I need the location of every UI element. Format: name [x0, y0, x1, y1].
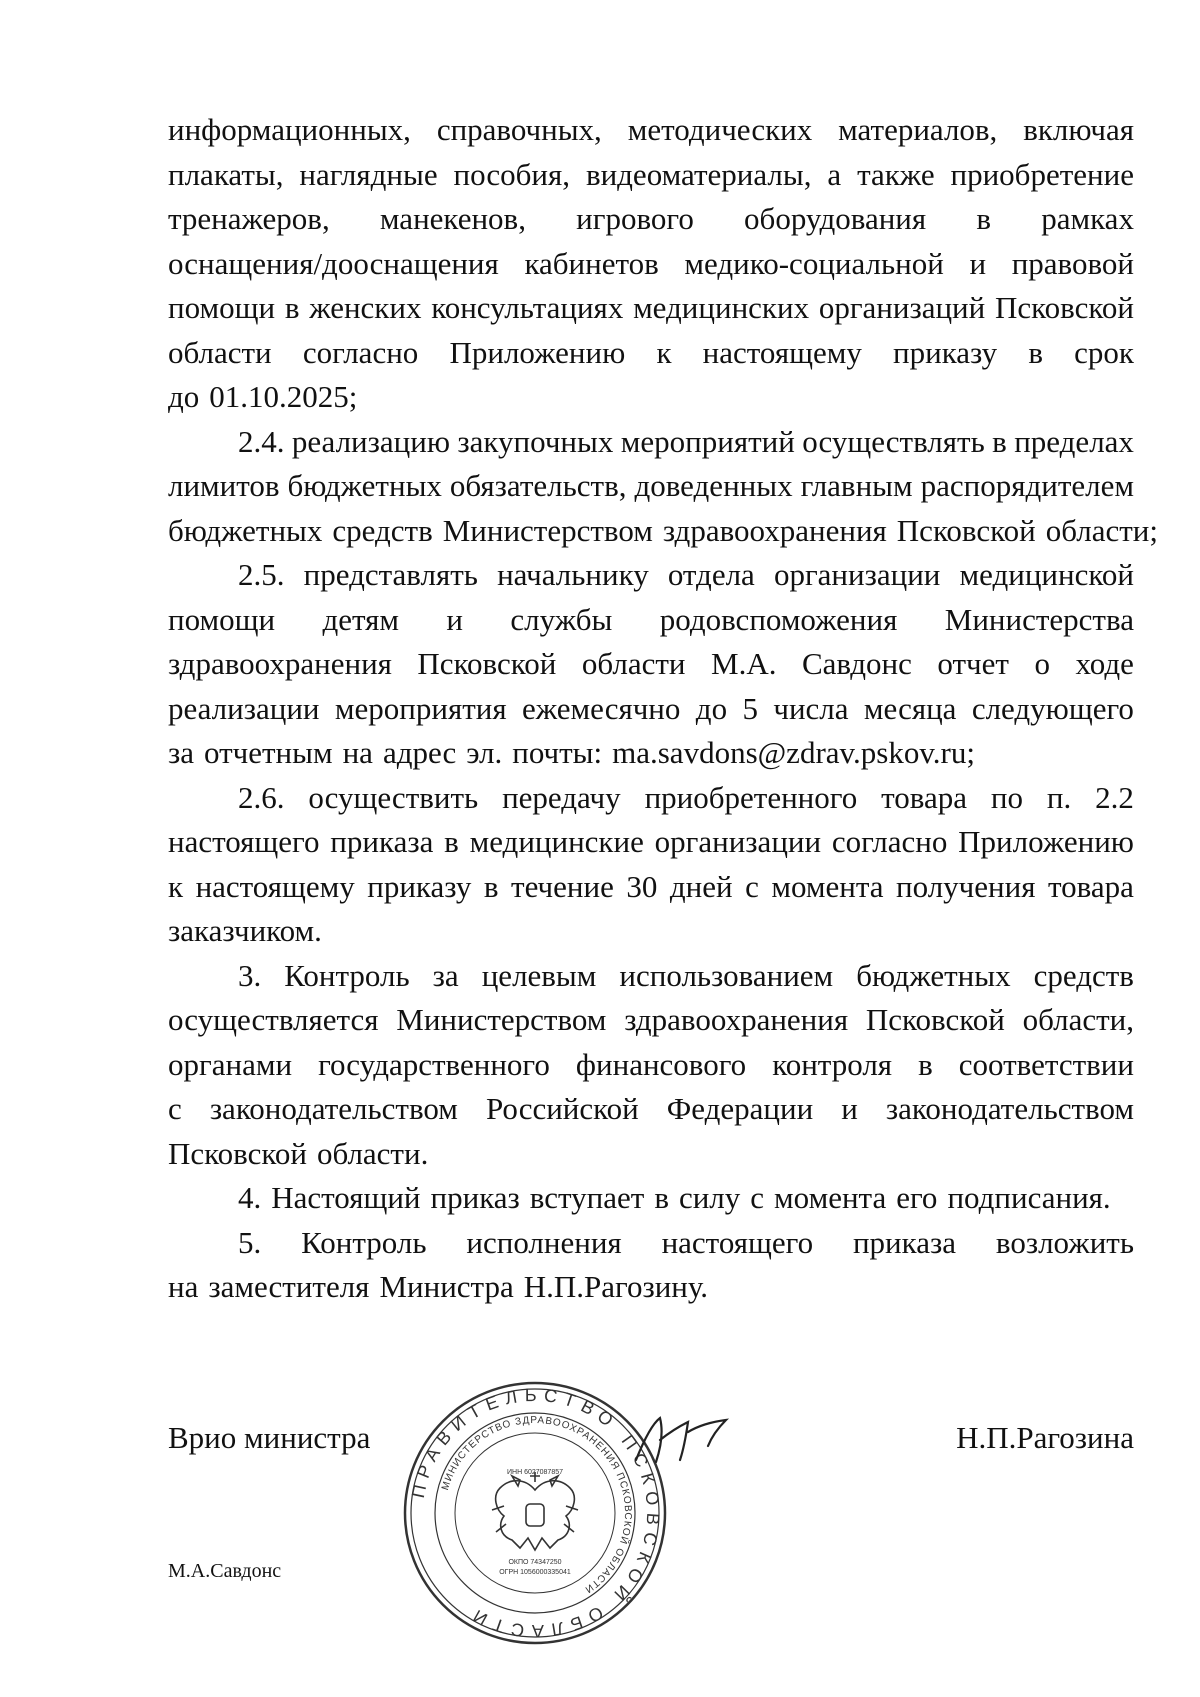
word: здравоохранения [624, 1002, 849, 1037]
word: мероприятий [620, 423, 795, 459]
word: силу [678, 1180, 741, 1215]
word: законодательством [209, 1091, 458, 1126]
order-body-text [168, 108, 1158, 1310]
word: 5 [742, 690, 758, 726]
word: помощи [168, 601, 276, 637]
text-line [168, 687, 1134, 732]
word: видеоматериалы, [585, 156, 812, 192]
word: кабинетов [524, 245, 659, 281]
word: 2.5. [238, 557, 285, 592]
word: оборудования [744, 201, 927, 236]
word: в [483, 868, 499, 904]
word: настоящему [702, 334, 862, 370]
word: в [654, 1180, 669, 1215]
word: Российской [485, 1091, 639, 1126]
text-line [168, 553, 1134, 598]
word: материалов, [838, 112, 998, 147]
word: и [446, 601, 463, 637]
word: возложить [995, 1224, 1134, 1260]
word: пределах [1014, 423, 1134, 459]
word: Псковской [994, 290, 1134, 325]
text-line [168, 909, 1134, 954]
word: 01.10.2025; [209, 379, 358, 414]
word: области [168, 334, 272, 370]
text-line [168, 1132, 1134, 1177]
word: плакаты, [168, 156, 284, 192]
text-line [168, 197, 1134, 242]
word: осуществить [308, 779, 479, 815]
word: главным [800, 468, 913, 503]
word: органами [168, 1046, 293, 1082]
word: реализацию [291, 423, 450, 459]
text-line [168, 286, 1134, 331]
word: области; [1045, 512, 1158, 548]
word: Министерством [442, 512, 653, 548]
word: мероприятия [334, 690, 507, 726]
word: заместителя [208, 1269, 370, 1304]
word: наглядные [299, 156, 438, 192]
word: на [168, 1269, 199, 1304]
word: Псковской [168, 1135, 307, 1171]
word: по [990, 779, 1023, 815]
word: Псковской [896, 512, 1036, 548]
word: отчет [937, 646, 1009, 681]
word: средств [332, 512, 433, 548]
word: в [444, 824, 459, 859]
executor-name: М.А.Савдонс [168, 1560, 282, 1582]
word: и [841, 1091, 858, 1126]
word: использованием [619, 957, 834, 993]
text-line [168, 598, 1134, 643]
word: к [168, 868, 184, 904]
word: в [976, 201, 992, 236]
seal-inner-text: МИНИСТЕРСТВО ЗДРАВООХРАНЕНИЯ ПСКОВСКОЙ ОБЛАСТИ [440, 1414, 634, 1596]
word: с [750, 1180, 765, 1215]
word: приобретение [950, 156, 1134, 192]
word: манекенов, [379, 201, 526, 236]
word: контроля [772, 1046, 893, 1082]
word: 30 [626, 868, 658, 904]
text-line [168, 242, 1134, 287]
word: приказа [852, 1224, 957, 1260]
word: женских [309, 290, 422, 325]
word: настоящего [661, 1224, 814, 1260]
seal-outer-text: ПРАВИТЕЛЬСТВО ПСКОВСКОЙ ОБЛАСТИ [407, 1384, 664, 1642]
seal-inn: ИНН 6027087857 [506, 1469, 564, 1476]
word: Псковской [865, 1002, 1005, 1037]
word: медицинской [959, 557, 1134, 592]
word: следующего [971, 690, 1134, 726]
word: его [896, 1180, 938, 1215]
word: ma.savdons@zdrav.pskov.ru; [612, 735, 975, 770]
word: в [992, 423, 1007, 459]
word: за [168, 735, 195, 770]
text-line [168, 998, 1134, 1043]
word: организации [773, 557, 941, 592]
word: целевым [481, 957, 597, 993]
word: согласно [831, 824, 948, 859]
word: Федерации [666, 1091, 814, 1126]
coat-of-arms-emblem [492, 1472, 578, 1550]
word: представлять [303, 557, 478, 592]
word: отдела [667, 557, 755, 592]
word: здравоохранения [168, 646, 392, 681]
word: области, [1022, 1002, 1134, 1037]
word: государственного [318, 1046, 550, 1082]
text-line [168, 420, 1134, 465]
word: консультациях [431, 290, 624, 325]
word: в [1028, 334, 1043, 370]
text-line [168, 464, 1134, 509]
word: до [695, 690, 728, 726]
word: включая [1023, 112, 1134, 147]
text-line [168, 108, 1134, 153]
word: детям [322, 601, 400, 637]
word: организаций [818, 290, 986, 325]
text-line [168, 1221, 1134, 1266]
word: за [432, 957, 459, 993]
word: Контроль [284, 957, 410, 993]
word: службы [510, 601, 613, 637]
word: справочных, [436, 112, 602, 147]
word: момента [771, 868, 884, 904]
seal-ogrn: ОГРН 1056000335041 [499, 1569, 571, 1576]
word: приобретенного [644, 779, 858, 815]
word: закупочных [457, 423, 614, 459]
word: здравоохранения [662, 512, 887, 548]
word: игрового [576, 201, 694, 236]
word: в [918, 1046, 933, 1082]
word: вступает [529, 1180, 645, 1215]
word: законодательством [885, 1091, 1134, 1126]
word: на [342, 735, 373, 770]
text-line [168, 865, 1134, 910]
word: финансового [575, 1046, 747, 1082]
word: области [581, 646, 686, 681]
word: к [656, 334, 672, 370]
word: срок [1074, 334, 1134, 370]
word: 5. [238, 1224, 262, 1260]
word: 2.2 [1095, 779, 1134, 815]
word: бюджетных [856, 957, 1011, 993]
signatory-position: Врио министра [168, 1420, 371, 1455]
word: 3. [238, 957, 262, 993]
text-line [168, 642, 1134, 687]
word: начальнику [497, 557, 649, 592]
word: приказу [893, 334, 998, 370]
word: Приложению [449, 334, 626, 370]
signatory-name: Н.П.Рагозина [956, 1420, 1134, 1455]
word: с [168, 1091, 182, 1126]
word: информационных, [168, 112, 411, 147]
word: Н.П.Рагозину. [523, 1269, 709, 1304]
seal-okpo: ОКПО 74347250 [508, 1559, 562, 1566]
word: обязательств, [449, 468, 627, 503]
word: Псковской [417, 646, 557, 681]
word: адрес [382, 735, 457, 770]
word: Министерства [944, 601, 1134, 637]
word: передачу [502, 779, 621, 815]
text-line [168, 1043, 1134, 1088]
text-line [168, 1087, 1134, 1132]
word: осуществляется [168, 1002, 379, 1037]
word: до [168, 379, 200, 414]
word: 4. [238, 1180, 262, 1215]
word: осуществлять [802, 423, 985, 459]
word: доведенных [634, 468, 793, 503]
word: М.А. [711, 646, 777, 681]
word: Приложению [958, 824, 1134, 859]
word: реализации [168, 690, 320, 726]
word: товара [881, 779, 967, 815]
text-line [168, 375, 1134, 420]
text-line [168, 954, 1134, 999]
text-line [168, 153, 1134, 198]
word: Савдонс [801, 646, 912, 681]
word: согласно [302, 334, 419, 370]
word: месяца [863, 690, 957, 726]
word: настоящему [195, 868, 355, 904]
text-line [168, 776, 1134, 821]
word: соответствии [958, 1046, 1134, 1082]
text-line [168, 820, 1134, 865]
word: п. [1046, 779, 1072, 815]
word: Министра [379, 1269, 514, 1304]
word: распорядителем [920, 468, 1134, 503]
text-line [168, 731, 1134, 776]
word: с [745, 868, 759, 904]
word: почты: [512, 735, 603, 770]
word: оснащения/дооснащения [168, 245, 499, 281]
word: получения [896, 868, 1036, 904]
word: и [969, 245, 987, 281]
word: о [1034, 646, 1050, 681]
word: заказчиком. [168, 913, 322, 948]
word: бюджетных [287, 468, 442, 503]
word: медико-социальной [684, 245, 944, 281]
word: 2.6. [238, 779, 285, 815]
text-line [168, 1176, 1134, 1221]
word: Контроль [301, 1224, 427, 1260]
word: Настоящий [271, 1180, 421, 1215]
word: течение [511, 868, 614, 904]
word: методических [627, 112, 813, 147]
word: помощи [168, 290, 276, 325]
word: исполнения [466, 1224, 622, 1260]
word: лимитов [168, 468, 280, 503]
word: момента [774, 1180, 887, 1215]
word: приказ [430, 1180, 520, 1215]
word: медицинские [469, 824, 644, 859]
word: дней [669, 868, 733, 904]
word: настоящего [168, 824, 320, 859]
word: подписания. [947, 1180, 1111, 1215]
text-line [168, 1265, 1134, 1310]
text-line [168, 331, 1134, 376]
text-line [168, 509, 1158, 554]
handwritten-signature [630, 1410, 740, 1470]
word: организации [654, 824, 822, 859]
word: тренажеров, [168, 201, 330, 236]
word: также [857, 156, 935, 192]
word: 2.4. [238, 423, 285, 459]
word: в [284, 290, 300, 325]
word: рамках [1041, 201, 1134, 236]
word: а [827, 156, 842, 192]
word: пособия, [453, 156, 571, 192]
word: ежемесячно [522, 690, 681, 726]
word: приказа [330, 824, 434, 859]
word: отчетным [204, 735, 333, 770]
word: товара [1047, 868, 1134, 904]
word: эл. [466, 735, 503, 770]
word: бюджетных [168, 512, 323, 548]
word: медицинских [633, 290, 810, 325]
word: приказу [367, 868, 472, 904]
word: правовой [1011, 245, 1134, 281]
word: родовспоможения [659, 601, 898, 637]
word: области. [316, 1135, 429, 1171]
word: числа [773, 690, 849, 726]
word: ходе [1075, 646, 1134, 681]
word: средств [1033, 957, 1134, 993]
word: Министерством [396, 1002, 607, 1037]
